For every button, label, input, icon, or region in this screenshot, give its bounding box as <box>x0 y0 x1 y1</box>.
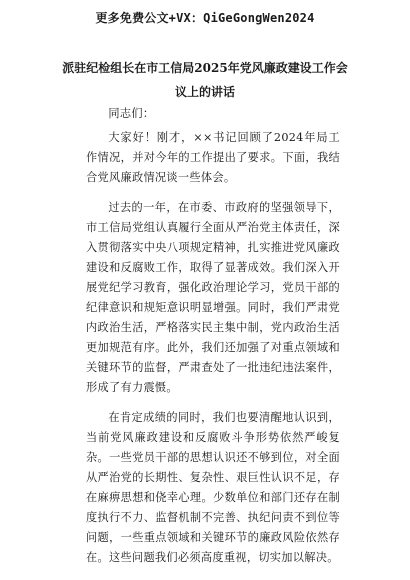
salutation: 同志们： <box>108 107 155 120</box>
promo-header: 更多免费公文+VX：QiGeGongWen2024 <box>95 11 315 25</box>
document-body <box>86 104 340 568</box>
document-title: 派驻纪检组长在市工信局2025年党风廉政建设工作会议上的讲话 <box>62 61 348 99</box>
paragraph-achievements: 过去的一年，在市委、市政府的坚强领导下，市工信局党组认真履行全面从严治党主体责任，深入贯彻落实中央八项规定精神，扎实推进党风廉政建设和反腐败工作，取得了显著成效。我们深入开展党纪学习教育，强化政治理论学习，党员干部的纪律意识和规矩意识明显增强。同时，我们严肃党内政治生活，严格落实民主集中制，党内政治生活更加规范有序。此外，我们还加强了对重点领域和关键环节的监督，严肃查处了一批违纪违法案件，形成了有力震慑。 <box>86 201 340 394</box>
paragraph-problems: 在肯定成绩的同时，我们也要清醒地认识到，当前党风廉政建设和反腐败斗争形势依然严峻复杂。一些党员干部的思想认识还不够到位，对全面从严治党的长期性、复杂性、艰巨性认识不足，存在麻痹思想和侥幸心理。少数单位和部门还存在制度执行不力、监督机制不完善、执纪问责不到位等问题，一些重点领域和关键环节的廉政风险依然存在。这些问题我们必须高度重视，切实加以解决。 <box>86 411 340 564</box>
paragraph-opening: 大家好！刚才，××书记回顾了2024年局工作情况，并对今年的工作提出了要求。下面，我结合党风廉政情况谈一些体会。 <box>86 131 340 184</box>
